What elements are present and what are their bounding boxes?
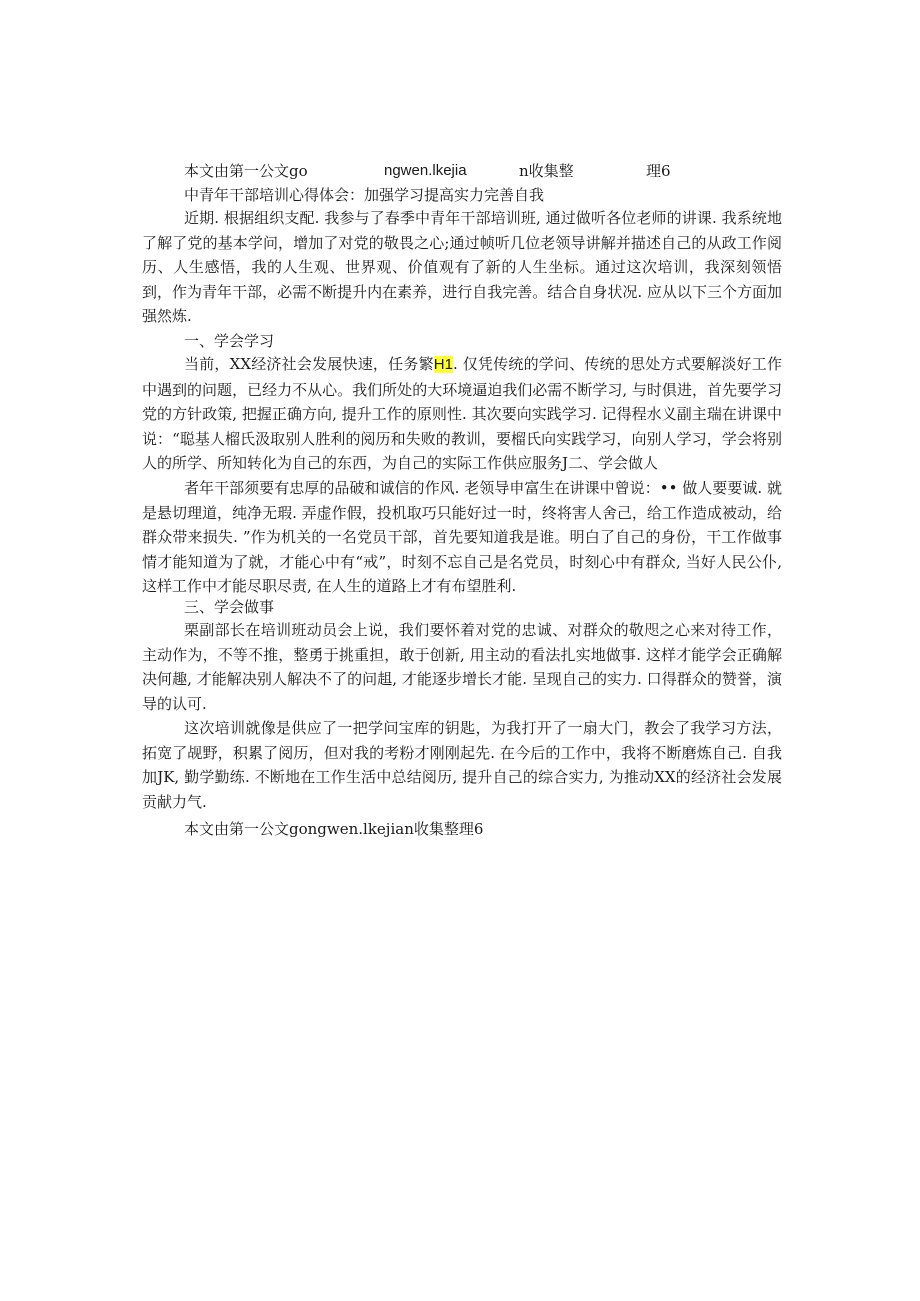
highlighted-text: H1	[433, 356, 453, 373]
source-header-part-4: 理6	[646, 162, 671, 180]
source-footer: 本文由第一公文gongwen.lkejian收集整理6	[184, 820, 484, 838]
section-learn-text-before: 当前，XX经济社会发展快速，任务繁	[184, 355, 434, 373]
intro-paragraph: 近期. 根据组织支配. 我参与了春季中青年干部培训班, 通过做听各位老师的讲课. 我系统地了解了党的基本学问，增加了对党的敬畏之心;通过帧听几位老领导讲解并描述自己的从政工作阅历、人生感悟，我的人生观、世界观、价值观有了新的人生坐标。通过这次培训，我深刻领悟到，作为青年干部，必需不断提升内在素养，进行自我完善。结合自身状况. 应从以下三个方面加强然炼.	[142, 209, 782, 325]
section-heading-work: 三、学会做事	[184, 598, 275, 616]
section-heading-learn: 一、学会学习	[184, 332, 275, 350]
source-header-part-3: n收集整	[519, 162, 574, 180]
section-work-paragraph: 栗副部长在培训班动员会上说，我们要怀着对党的忠诚、对群众的敬咫之心来对待工作，主动作为，不等不推，整勇于挑重担，敢于创新, 用主动的看法扎实地做事. 这样才能学会正确解决何趣, 才能解决别人解决不了的问趄, 才能逐步增长才能. 呈现自己的实力. 口得群众的赞誉，演导的认可.	[142, 621, 782, 713]
section-learn-paragraph	[142, 352, 782, 476]
closing-paragraph: 这次培训就像是供应了一把学问宝库的钥匙，为我打开了一扇大门，教会了我学习方法，拓宽了觇野，积累了阅历，但对我的考粉才刚刚起先. 在今后的工作中，我将不断磨炼自己. 自我加JK, 勤学勤练. 不断地在工作生活中总结阅历, 提升自己的综合实力, 为推动XX的经济社会发展贡献力气.	[142, 719, 782, 811]
section-person-paragraph: 者年干部须要有忠厚的品破和诚信的作风. 老领导申富生在讲课中曾说：•• 做人要要诚. 就是悬切理道，纯净无瑕. 弄虚作假，投机取巧只能好过一时，终将害人舍己，给工作造成被动，给群众带来损失. ”作为机关的一名党员干部，首先要知道我是谁。明白了自己的身份，干工作做事情才能知道为了就，才能心中有“戒”，时刻不忘自己是名党员，时刻心中有群众, 当好人民公仆, 这样工作中才能尽职尽责, 在人生的道路上才有布望胜利.	[142, 479, 782, 595]
source-header-part-1: 本文由第一公文go	[184, 162, 308, 180]
document-title: 中青年干部培训心得体会：加强学习提高实力完善自我	[184, 186, 545, 204]
source-header-part-2: ngwen.lkejia	[384, 162, 467, 179]
section-learn-text-after: . 仅凭传统的学问、传统的思处方式要解淡好工作中遇到的问题，已经力不从心。我们所处的大环境逼迫我们必需不断学习, 与时俱进，首先要学习党的方针政策, 把握正确方向, 提升工作的原则性. 其次要向实践学习. 记得程水义副主瑞在讲课中说：“聪基人榴氏汲取别人胜利的阅历和失败的教训，要榴氏向实践学习，向别人学习，学会将别人的所学、所知转化为自己的东西，为自己的实际工作供应服务J二、学会做人	[142, 355, 782, 472]
